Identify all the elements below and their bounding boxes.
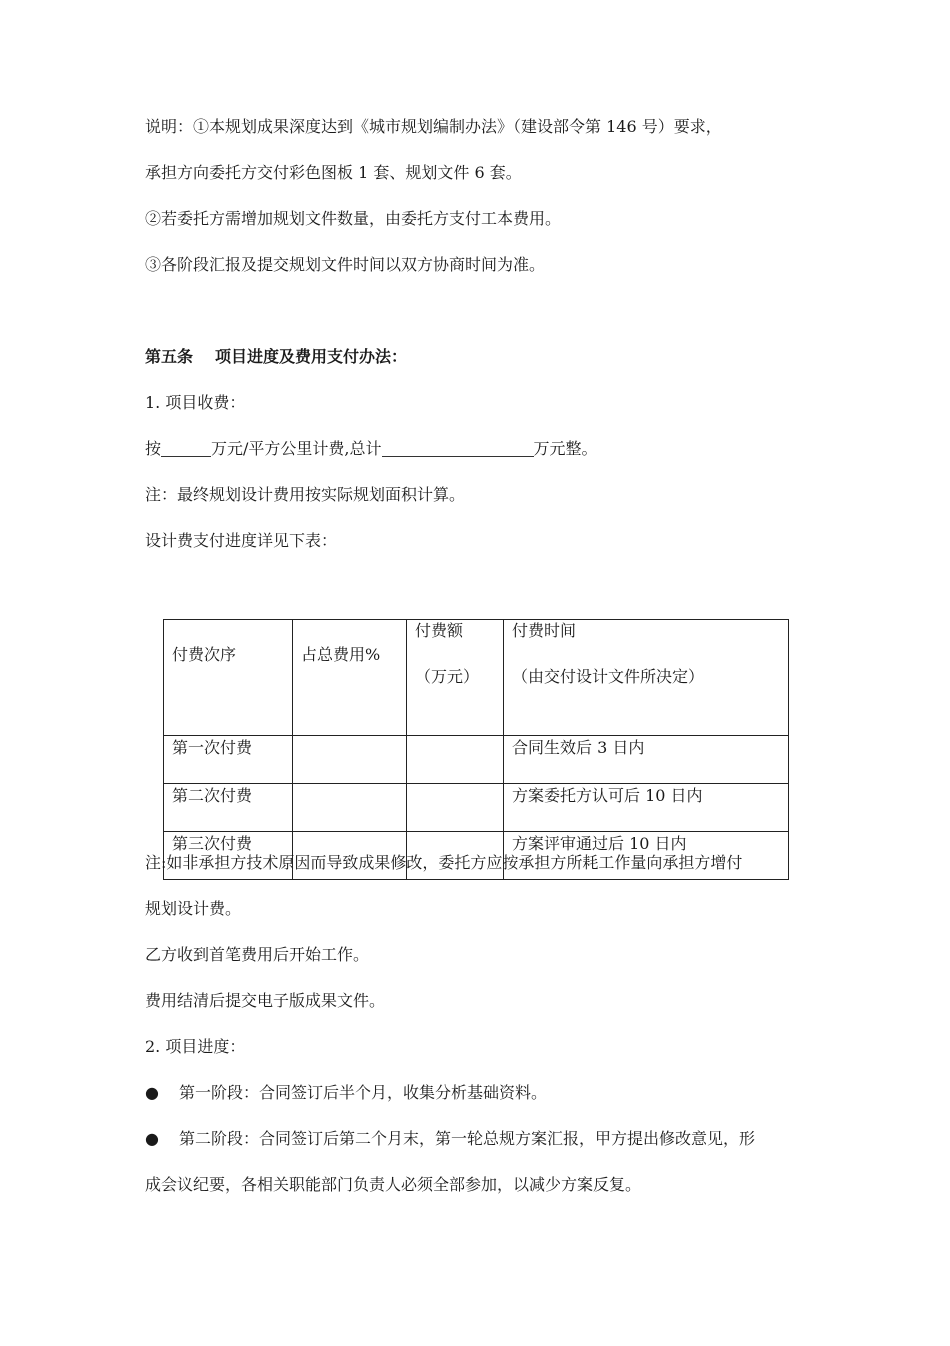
bullet-icon: ● — [145, 1129, 159, 1148]
progress-heading: 2. 项目进度： — [145, 1037, 246, 1056]
stage-1-item — [145, 1082, 547, 1104]
article-heading — [145, 346, 407, 368]
fee-formula-middle: 万元/平方公里计费,总计 — [211, 439, 382, 458]
payment-schedule-table — [163, 619, 789, 880]
payment-order-cell: 第一次付费 — [164, 736, 293, 784]
payment-order-cell: 第三次付费 — [164, 832, 293, 880]
stage-2-continuation: 成会议纪要，各相关职能部门负责人必须全部参加，以减少方案反复。 — [145, 1175, 642, 1194]
stage-1-text: 第一阶段：合同签订后半个月，收集分析基础资料。 — [179, 1083, 548, 1102]
stage-2-text: 第二阶段：合同签订后第二个月末，第一轮总规方案汇报，甲方提出修改意见，形 — [179, 1129, 756, 1148]
header-amount-unit: （万元） — [415, 667, 480, 686]
explanation-line-2: 承担方向委托方交付彩色图板 1 套、规划文件 6 套。 — [145, 163, 522, 182]
start-work-note: 乙方收到首笔费用后开始工作。 — [145, 945, 370, 964]
modification-note-line-2: 规划设计费。 — [145, 899, 242, 918]
article-number: 第五条 — [145, 347, 194, 366]
table-intro: 设计费支付进度详见下表： — [145, 531, 338, 550]
fee-formula-prefix: 按 — [145, 439, 162, 458]
fee-formula-suffix: 万元整。 — [533, 439, 598, 458]
fee-note: 注：最终规划设计费用按实际规划面积计算。 — [145, 485, 466, 504]
fee-formula — [145, 438, 598, 460]
payment-order-cell: 第二次付费 — [164, 784, 293, 832]
fee-heading: 1. 项目收费： — [145, 393, 246, 412]
modification-note-line-1: 注:如非承担方技术原因而导致成果修改，委托方应按承担方所耗工作量向承担方增付 — [145, 853, 743, 872]
header-time-note: （由交付设计文件所决定） — [512, 667, 705, 686]
total-blank — [382, 440, 534, 457]
table-row — [164, 784, 789, 832]
payment-time-cell: 方案评审通过后 10 日内 — [504, 832, 789, 880]
payment-time-cell: 方案委托方认可后 10 日内 — [504, 784, 789, 832]
percent-cell — [293, 736, 407, 784]
delivery-note: 费用结清后提交电子版成果文件。 — [145, 991, 386, 1010]
amount-cell — [407, 784, 504, 832]
header-payment-order: 付费次序 — [164, 620, 293, 736]
header-percent: 占总费用% — [293, 620, 407, 736]
header-amount-label: 付费额 — [415, 621, 464, 640]
bullet-icon: ● — [145, 1083, 159, 1102]
table-header-row — [164, 620, 789, 736]
payment-time-cell: 合同生效后 3 日内 — [504, 736, 789, 784]
table-row — [164, 736, 789, 784]
header-payment-time — [504, 620, 789, 736]
header-amount — [407, 620, 504, 736]
explanation-line-1: 说明：①本规划成果深度达到《城市规划编制办法》（建设部令第 146 号）要求， — [145, 117, 722, 136]
explanation-line-4: ③各阶段汇报及提交规划文件时间以双方协商时间为准。 — [145, 255, 546, 274]
percent-cell — [293, 784, 407, 832]
article-title: 项目进度及费用支付办法： — [215, 347, 408, 366]
amount-cell — [407, 736, 504, 784]
explanation-line-3: ②若委托方需增加规划文件数量，由委托方支付工本费用。 — [145, 209, 562, 228]
stage-2-item — [145, 1128, 755, 1150]
header-time-label: 付费时间 — [512, 621, 577, 640]
rate-blank — [161, 440, 211, 457]
